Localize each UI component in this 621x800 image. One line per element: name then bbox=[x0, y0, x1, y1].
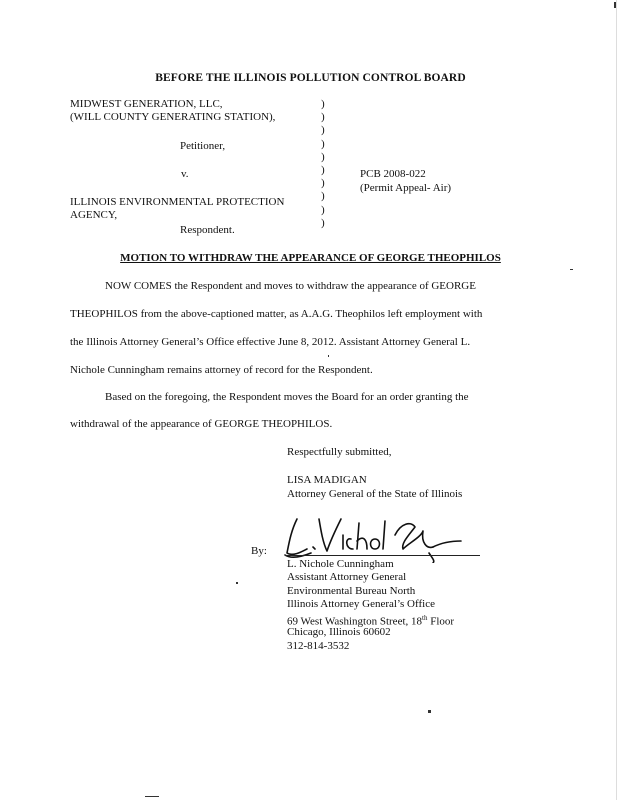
body-line: THEOPHILOS from the above-captioned matter, as A.A.G. Theophilos left employment with bbox=[70, 308, 483, 320]
by-label: By: bbox=[251, 545, 267, 557]
scan-artifact bbox=[428, 710, 431, 713]
ag-title: Attorney General of the State of Illinois bbox=[287, 488, 463, 500]
petitioner-name: MIDWEST GENERATION, LLC, bbox=[70, 98, 223, 110]
caption-paren: ) bbox=[321, 190, 325, 203]
case-number: PCB 2008-022 bbox=[360, 168, 426, 180]
bureau: Environmental Bureau North bbox=[287, 585, 416, 597]
caption-paren: ) bbox=[321, 98, 325, 110]
scan-artifact bbox=[570, 269, 573, 270]
respondent-name: ILLINOIS ENVIRONMENTAL PROTECTION bbox=[70, 196, 285, 208]
versus-label: v. bbox=[181, 168, 189, 180]
scan-artifact bbox=[145, 796, 159, 797]
scan-artifact bbox=[236, 582, 238, 584]
respondent-role: Respondent. bbox=[180, 224, 235, 236]
street-prefix: 69 West Washington Street, 18 bbox=[287, 615, 423, 628]
ag-name: LISA MADIGAN bbox=[287, 474, 367, 486]
body-line: withdrawal of the appearance of GEORGE THEOPHILOS. bbox=[70, 418, 333, 430]
signature-line bbox=[285, 555, 480, 556]
respondent-name-cont: AGENCY, bbox=[70, 209, 118, 221]
body-line: Nichole Cunningham remains attorney of record for the Respondent. bbox=[70, 364, 373, 376]
street-suffix: Floor bbox=[427, 615, 455, 628]
signer-title: Assistant Attorney General bbox=[287, 571, 407, 583]
body-line: Based on the foregoing, the Respondent moves the Board for an order granting the bbox=[105, 391, 469, 403]
petitioner-role: Petitioner, bbox=[180, 140, 226, 152]
body-line: NOW COMES the Respondent and moves to withdraw the appearance of GEORGE bbox=[105, 280, 476, 292]
body-line: the Illinois Attorney General’s Office effective June 8, 2012. Assistant Attorney General L. bbox=[70, 336, 471, 348]
caption-paren-column bbox=[321, 98, 325, 230]
caption-paren: ) bbox=[321, 163, 325, 176]
phone: 312-814-3532 bbox=[287, 640, 350, 652]
caption-paren: ) bbox=[321, 216, 325, 229]
motion-title: MOTION TO WITHDRAW THE APPEARANCE OF GEORGE THEOPHILOS bbox=[120, 252, 501, 264]
signer-name: L. Nichole Cunningham bbox=[287, 558, 394, 570]
street-sup: th bbox=[422, 614, 428, 622]
scan-artifact bbox=[328, 355, 329, 357]
caption-paren: ) bbox=[321, 150, 325, 163]
caption-paren: ) bbox=[321, 177, 325, 190]
city: Chicago, Illinois 60602 bbox=[287, 626, 391, 638]
caption-paren: ) bbox=[321, 203, 325, 216]
petitioner-station: (WILL COUNTY GENERATING STATION), bbox=[70, 111, 276, 123]
board-title: BEFORE THE ILLINOIS POLLUTION CONTROL BOARD bbox=[155, 72, 466, 84]
caption-paren: ) bbox=[321, 111, 325, 124]
closing: Respectfully submitted, bbox=[287, 446, 392, 458]
caption-paren: ) bbox=[321, 137, 325, 150]
case-type: (Permit Appeal- Air) bbox=[360, 182, 452, 194]
office: Illinois Attorney General’s Office bbox=[287, 598, 435, 610]
scan-edge bbox=[616, 0, 617, 800]
caption-paren: ) bbox=[321, 124, 325, 137]
